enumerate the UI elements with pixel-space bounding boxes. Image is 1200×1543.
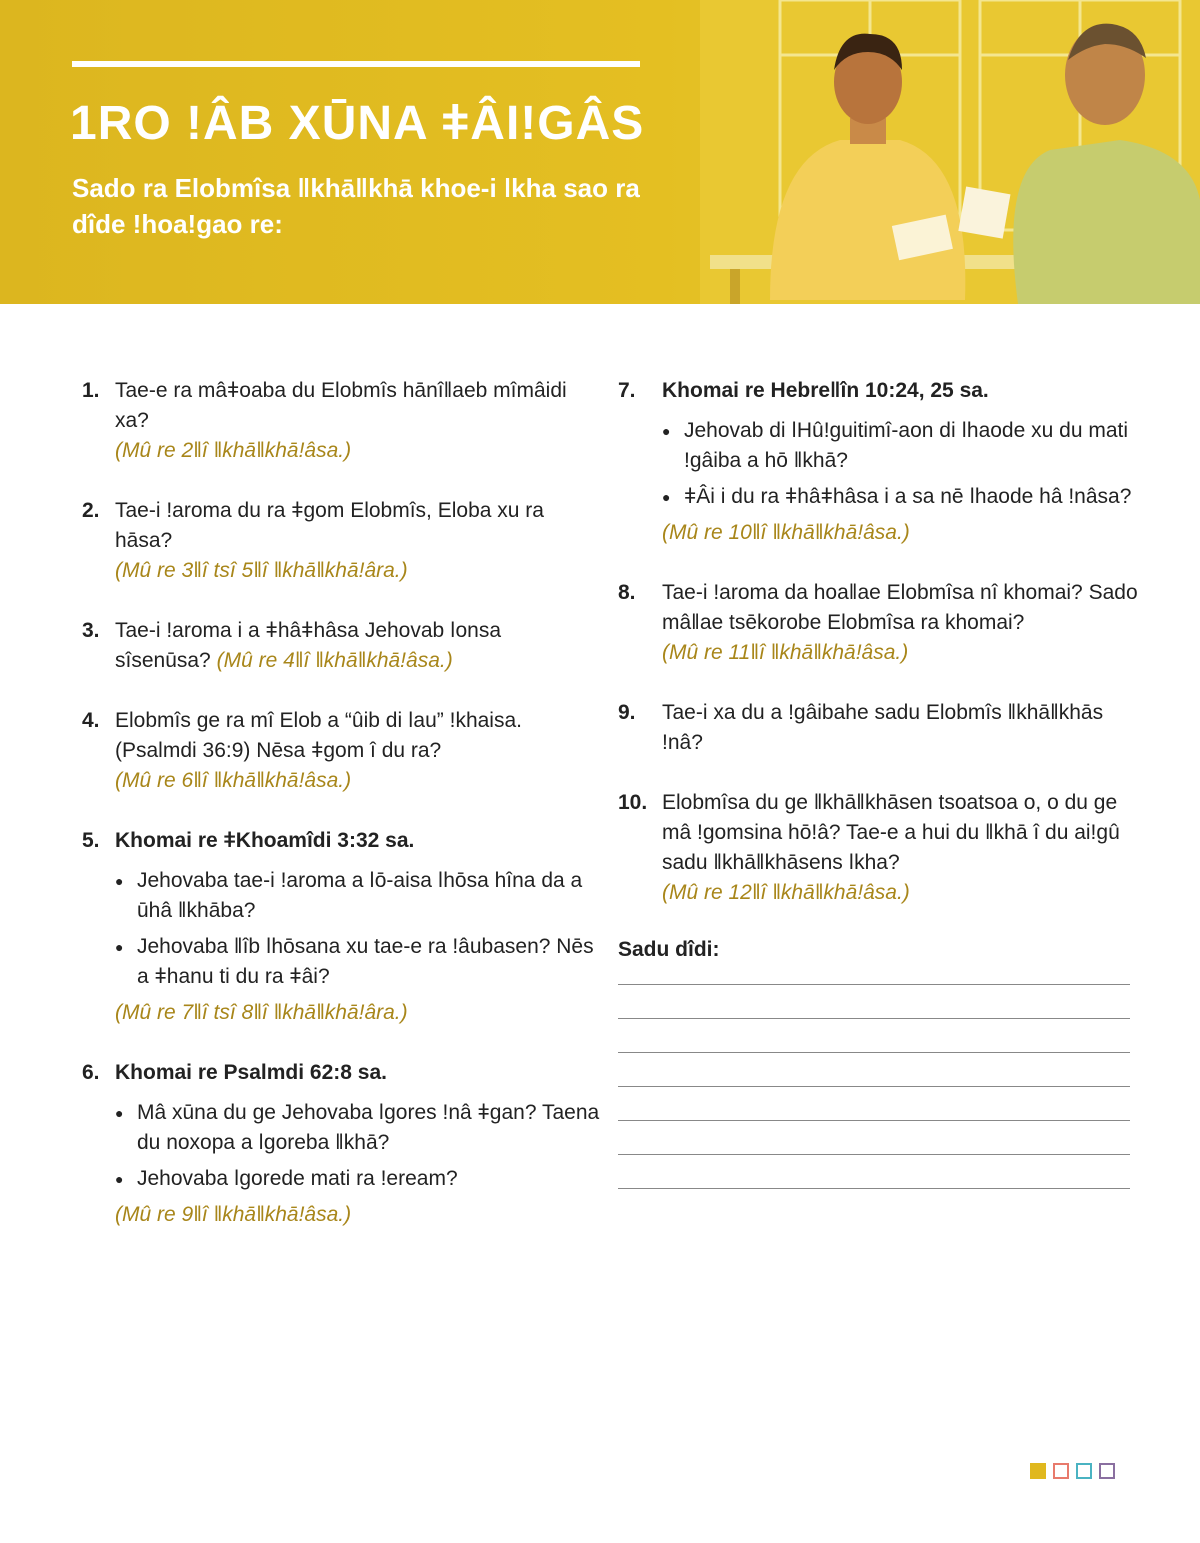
notes-title: Sadu dîdi: — [618, 938, 720, 961]
question-number: 5. — [82, 829, 100, 852]
notes-section — [618, 938, 1138, 1189]
question-bullets — [662, 416, 1138, 512]
question-bullets — [115, 1098, 602, 1194]
header-banner — [0, 0, 1200, 304]
question-number: 8. — [618, 581, 636, 604]
question-3 — [82, 616, 602, 676]
question-number: 3. — [82, 619, 100, 642]
question-6 — [82, 1058, 602, 1230]
question-2 — [82, 496, 602, 586]
question-text: Tae-i xa du a ǃgâibahe sadu Elobmîs ǁkhāǁkhās ǃnâ? — [662, 701, 1104, 754]
question-number: 4. — [82, 709, 100, 732]
note-line[interactable] — [618, 1154, 1130, 1155]
question-heading: Khomai re ǂKhoamîdi 3:32 sa. — [115, 829, 415, 852]
question-text: Tae-i ǃaroma du ra ǂgom Elobmîs, Eloba xu ra hāsa? — [115, 499, 544, 552]
question-heading: Khomai re Hebreǁîn 10:24, 25 sa. — [662, 379, 989, 402]
square-outline-icon — [1076, 1463, 1092, 1479]
question-number: 2. — [82, 499, 100, 522]
question-reference: (Mû re 7ǁî tsî 8ǁî ǁkhāǁkhāǃâra.) — [115, 1001, 408, 1024]
study-illustration — [700, 0, 1200, 304]
square-outline-icon — [1053, 1463, 1069, 1479]
question-4 — [82, 706, 602, 796]
question-text: Tae-i ǃaroma da hoaǁae Elobmîsa nî khomai? Sado mâǁae tsēkorobe Elobmîsa ra khomai? — [662, 581, 1138, 634]
question-1 — [82, 376, 602, 466]
questions-column-right — [618, 376, 1138, 1222]
note-line[interactable] — [618, 984, 1130, 985]
question-reference: (Mû re 2ǁî ǁkhāǁkhāǃâsa.) — [115, 439, 352, 462]
bullet-item: ● Mâ xūna du ge Jehovaba ǀgores ǃnâ ǂgan? Taena du noxopa a ǀgoreba ǁkhā? — [115, 1098, 602, 1158]
question-10 — [618, 788, 1138, 908]
question-reference: (Mû re 10ǁî ǁkhāǁkhāǃâsa.) — [662, 521, 910, 544]
question-reference: (Mû re 12ǁî ǁkhāǁkhāǃâsa.) — [662, 881, 910, 904]
question-heading: Khomai re Psalmdi 62:8 sa. — [115, 1061, 387, 1084]
question-bullets — [115, 866, 602, 992]
question-reference: (Mû re 11ǁî ǁkhāǁkhāǃâsa.) — [662, 641, 909, 664]
question-reference: (Mû re 3ǁî tsî 5ǁî ǁkhāǁkhāǃâra.) — [115, 559, 408, 582]
note-line[interactable] — [618, 1052, 1130, 1053]
note-line[interactable] — [618, 1086, 1130, 1087]
question-7 — [618, 376, 1138, 548]
page-title: 1RO ǃÂB XŪNA ǂÂIǃGÂS — [70, 97, 645, 150]
question-text: Tae-e ra mâǂoaba du Elobmîs hānîǁaeb mîmâidi xa? — [115, 379, 567, 432]
question-number: 9. — [618, 701, 636, 724]
note-line[interactable] — [618, 1018, 1130, 1019]
question-number: 7. — [618, 379, 636, 402]
note-line[interactable] — [618, 1120, 1130, 1121]
question-reference: (Mû re 9ǁî ǁkhāǁkhāǃâsa.) — [115, 1203, 352, 1226]
note-line[interactable] — [618, 1188, 1130, 1189]
bullet-item: ● ǂÂi i du ra ǂhâǂhâsa i a sa nē ǀhaode hâ ǃnâsa? — [662, 482, 1138, 512]
question-number: 10. — [618, 791, 648, 814]
question-5 — [82, 826, 602, 1028]
question-reference: (Mû re 4ǁî ǁkhāǁkhāǃâsa.) — [216, 649, 453, 672]
question-9 — [618, 698, 1138, 758]
question-text: Elobmîsa du ge ǁkhāǁkhāsen tsoatsoa o, o du ge mâ ǃgomsina hōǃâ? Tae-e a hui du ǁkhā î du aiǃgû sadu ǁkhāǁkhāsens ǀkha? — [662, 791, 1120, 874]
bullet-item: ● Jehovab di ǀHûǃguitimî-aon di ǀhaode xu du mati ǃgâiba a hō ǁkhā? — [662, 416, 1138, 476]
header-rule — [72, 61, 640, 67]
question-reference: (Mû re 6ǁî ǁkhāǁkhāǃâsa.) — [115, 769, 352, 792]
question-8 — [618, 578, 1138, 668]
decorative-squares — [1030, 1463, 1115, 1479]
bullet-item: ● Jehovaba tae-i ǃaroma a ǀō-aisa ǀhōsa hîna da a ūhâ ǁkhāba? — [115, 866, 602, 926]
bullet-item: ● Jehovaba ǀgorede mati ra ǃeream? — [115, 1164, 602, 1194]
questions-column-left — [82, 376, 602, 1260]
square-outline-icon — [1099, 1463, 1115, 1479]
question-number: 6. — [82, 1061, 100, 1084]
bullet-item: ● Jehovaba ǁîb ǀhōsana xu tae-e ra ǃâubasen? Nēs a ǂhanu ti du ra ǂâi? — [115, 932, 602, 992]
question-text: Elobmîs ge ra mî Elob a “ûib di ǀau” ǃkhaisa. (Psalmdi 36:9) Nēsa ǂgom î du ra? — [115, 709, 522, 762]
page-subtitle: Sado ra Elobmîsa ǁkhāǁkhā khoe-i ǀkha sao ra dîde ǃhoaǃgao re: — [72, 173, 640, 239]
square-icon — [1030, 1463, 1046, 1479]
question-number: 1. — [82, 379, 100, 402]
question-text: Tae-i ǃaroma i a ǂhâǂhâsa Jehovab ǀonsa sîsenūsa? — [115, 619, 502, 672]
